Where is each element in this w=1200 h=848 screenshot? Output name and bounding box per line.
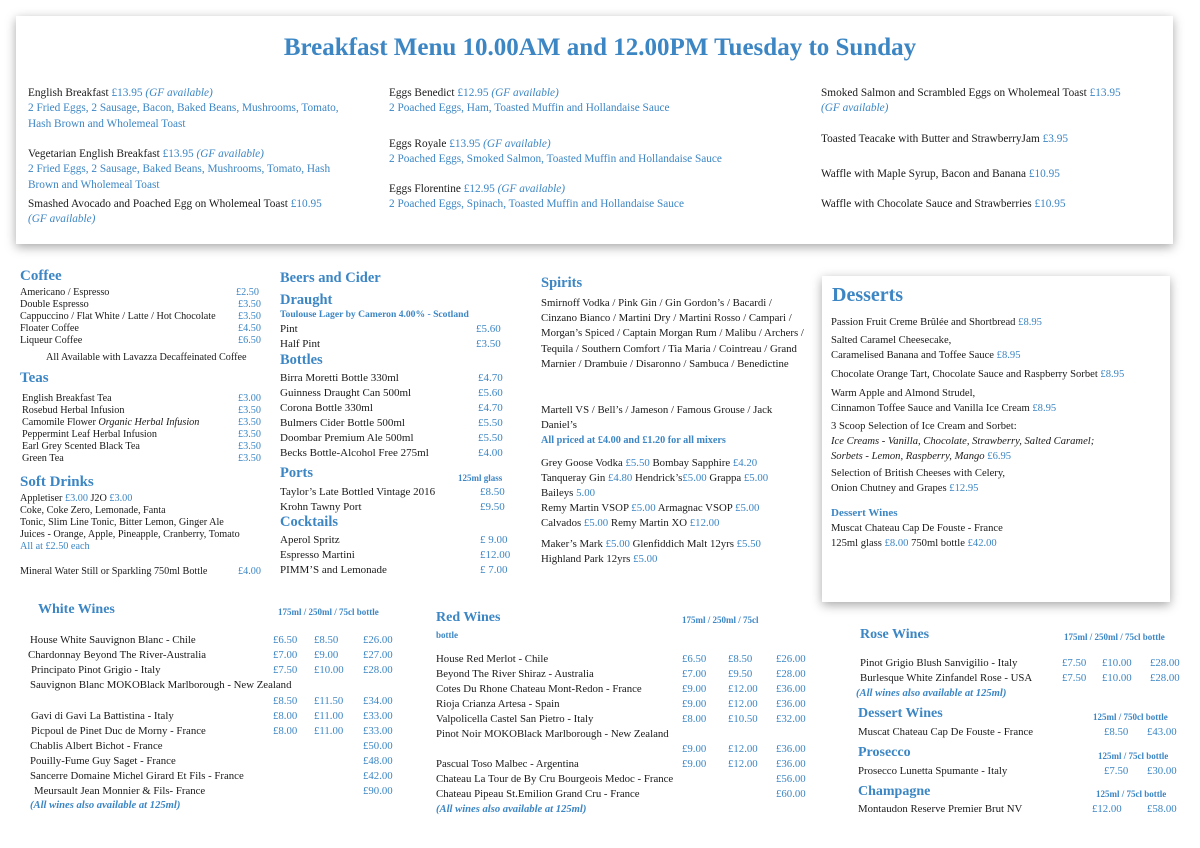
champagne-heading: Champagne bbox=[858, 784, 931, 799]
cheese-selection: Selection of British Cheeses with Celery, Onion Chutney and Grapes £12.95 bbox=[831, 468, 1006, 495]
breakfast-item: Eggs Royale £13.95 (GF available) 2 Poached Eggs, Smoked Salmon, Toasted Muffin and Hollandaise Sauce bbox=[389, 138, 722, 166]
soft-drink-price-note: All at £2.50 each bbox=[20, 541, 90, 552]
wine-price: £48.00 bbox=[363, 755, 393, 767]
ice-cream-selection: 3 Scoop Selection of Ice Cream and Sorbet: Ice Creams - Vanilla, Chocolate, Strawberry, Salted Caramel; Sorbets - Lemon, Raspberry, Mango £6.95 bbox=[831, 421, 1095, 463]
wine-price: £9.00 bbox=[682, 758, 707, 770]
wine-price: £56.00 bbox=[776, 773, 806, 785]
champagne-sizes: 125ml / 75cl bottle bbox=[1096, 789, 1167, 799]
dessert-item: Salted Caramel Cheesecake, Caramelised Banana and Toffee Sauce £8.95 bbox=[831, 335, 1021, 362]
tea-item: Earl Grey Scented Black Tea £3.50 bbox=[22, 441, 261, 452]
coffee-item: Americano / Espresso £2.50 bbox=[20, 287, 259, 298]
spirits-heading: Spirits bbox=[541, 275, 583, 291]
wine-name: Beyond The River Shiraz - Australia bbox=[436, 668, 594, 680]
wine-row bbox=[436, 652, 806, 666]
wine-price: £11.50 bbox=[314, 695, 344, 707]
premium-spirits-line: Remy Martin VSOP £5.00 Armagnac VSOP £5.00 bbox=[541, 502, 760, 514]
draught-subtitle: Toulouse Lager by Cameron 4.00% - Scotland bbox=[280, 309, 469, 320]
wine-name: Pinot Grigio Blush Sanvigilio - Italy bbox=[860, 657, 1018, 669]
soft-drink-line: Tonic, Slim Line Tonic, Bitter Lemon, Ginger Ale bbox=[20, 517, 224, 528]
wine-name: Pinot Noir MOKOBlack Marlborough - New Zealand bbox=[436, 728, 669, 740]
draught-heading: Draught bbox=[280, 292, 333, 308]
cocktail-item: PIMM’S and Lemonade £ 7.00 bbox=[280, 564, 508, 576]
wine-row bbox=[28, 754, 393, 768]
wine-name: Picpoul de Pinet Duc de Morny - France bbox=[31, 725, 206, 737]
coffee-item: Double Espresso £3.50 bbox=[20, 299, 261, 310]
wine-price: £27.00 bbox=[363, 649, 393, 661]
wine-name: Burlesque White Zinfandel Rose - USA bbox=[860, 672, 1033, 684]
wine-row bbox=[28, 663, 393, 677]
breakfast-item: Smoked Salmon and Scrambled Eggs on Wholemeal Toast £13.95 (GF available) bbox=[821, 87, 1121, 115]
red-wines-sizes: 175ml / 250ml / 75cl bbox=[682, 615, 759, 625]
wine-price: £26.00 bbox=[776, 653, 806, 665]
ports-heading: Ports bbox=[280, 465, 314, 481]
wine-row bbox=[436, 727, 669, 741]
wine-name: Sauvignon Blanc MOKOBlack Marlborough - New Zealand bbox=[30, 679, 292, 691]
wine-price: £33.00 bbox=[363, 725, 393, 737]
wine-price: £8.00 bbox=[273, 710, 298, 722]
dessert-wines-subheading: Dessert Wines bbox=[831, 507, 898, 519]
wine-price: £34.00 bbox=[363, 695, 393, 707]
wine-price: £11.00 bbox=[314, 710, 344, 722]
wine-price: £10.00 bbox=[314, 664, 344, 676]
bottle-item: Bulmers Cider Bottle 500ml £5.50 bbox=[280, 417, 503, 429]
cocktail-item: Aperol Spritz £ 9.00 bbox=[280, 534, 508, 546]
breakfast-item: Waffle with Chocolate Sauce and Strawberries £10.95 bbox=[821, 198, 1066, 210]
wine-row bbox=[28, 648, 393, 662]
wine-price: £32.00 bbox=[776, 713, 806, 725]
mineral-water: Mineral Water Still or Sparkling 750ml Bottle £4.00 bbox=[20, 566, 261, 577]
wine-name: Sancerre Domaine Michel Girard Et Fils - France bbox=[30, 770, 244, 782]
red-wines-heading: Red Wines bbox=[436, 610, 501, 625]
wine-price: £10.50 bbox=[728, 713, 758, 725]
wine-name: Meursault Jean Monnier & Fils- France bbox=[34, 785, 206, 797]
premium-spirits-line: Baileys 5.00 bbox=[541, 487, 595, 499]
cocktail-item: Espresso Martini £12.00 bbox=[280, 549, 511, 561]
white-wines-sizes: 175ml / 250ml / 75cl bottle bbox=[278, 607, 379, 617]
premium-spirits-line: Tanqueray Gin £4.80 Hendrick’s£5.00 Grappa £5.00 bbox=[541, 472, 769, 484]
prosecco-sizes: 125ml / 75cl bottle bbox=[1098, 751, 1169, 761]
wine-price: £28.00 bbox=[776, 668, 806, 680]
soft-drinks-heading: Soft Drinks bbox=[20, 474, 94, 490]
draught-item: Pint £5.60 bbox=[280, 323, 501, 335]
wine-row bbox=[28, 709, 393, 723]
wine-price: £12.00 bbox=[728, 683, 758, 695]
wine-price: £10.00 bbox=[1102, 672, 1132, 684]
wine-price: £9.00 bbox=[682, 698, 707, 710]
white-wines-heading: White Wines bbox=[38, 602, 115, 617]
prosecco-heading: Prosecco bbox=[858, 745, 911, 760]
wine-price: £7.00 bbox=[682, 668, 707, 680]
wine-price: £11.00 bbox=[314, 725, 344, 737]
wine-price: £7.50 bbox=[1062, 657, 1087, 669]
wine-price: £42.00 bbox=[363, 770, 393, 782]
wine-row bbox=[28, 678, 291, 692]
breakfast-item: Eggs Florentine £12.95 (GF available) 2 Poached Eggs, Spinach, Toasted Muffin and Hollandaise Sauce bbox=[389, 183, 684, 211]
breakfast-item: Toasted Teacake with Butter and StrawberryJam £3.95 bbox=[821, 133, 1068, 145]
wine-price: £8.50 bbox=[314, 634, 339, 646]
wine-name: Pouilly-Fume Guy Saget - France bbox=[30, 755, 176, 767]
rose-wines-note: (All wines also available at 125ml) bbox=[856, 688, 1007, 699]
wine-price: £36.00 bbox=[776, 758, 806, 770]
tea-item: Green Tea £3.50 bbox=[22, 453, 261, 464]
wine-name: House White Sauvignon Blanc - Chile bbox=[30, 634, 196, 646]
tea-item: Peppermint Leaf Herbal Infusion £3.50 bbox=[22, 429, 261, 440]
tea-item: English Breakfast Tea £3.00 bbox=[22, 393, 261, 404]
rose-wines-heading: Rose Wines bbox=[860, 627, 930, 642]
wine-row bbox=[436, 712, 806, 726]
wine-price: £26.00 bbox=[363, 634, 393, 646]
desserts-heading: Desserts bbox=[832, 284, 904, 306]
tea-item: Camomile Flower Organic Herbal Infusion £3.50 bbox=[22, 417, 261, 428]
spirits-list: Smirnoff Vodka / Pink Gin / Gin Gordon’s / Bacardi / Cinzano Bianco / Martini Dry / Martini Rosso / Campari / Morgan’s Spiced / Captain Morgan Rum / Malibu / Archers / Tequila / Southern Comfort / Tia Maria / Cointreau / Grand Marnier / Drambuie / Disaronno / Sambuca / Benedictine bbox=[541, 297, 804, 370]
coffee-item: Cappuccino / Flat White / Latte / Hot Chocolate £3.50 bbox=[20, 311, 261, 322]
breakfast-item: English Breakfast £13.95 (GF available) 2 Fried Eggs, 2 Sausage, Bacon, Baked Beans, Mushrooms, Tomato, Hash Brown and Wholemeal Toast bbox=[28, 87, 339, 130]
premium-spirits-line: Calvados £5.00 Remy Martin XO £12.00 bbox=[541, 517, 720, 529]
wine-price: £12.00 bbox=[728, 698, 758, 710]
teas-heading: Teas bbox=[20, 370, 49, 386]
wine-name: Cotes Du Rhone Chateau Mont-Redon - France bbox=[436, 683, 642, 695]
bottle-item: Birra Moretti Bottle 330ml £4.70 bbox=[280, 372, 503, 384]
port-item: Krohn Tawny Port £9.50 bbox=[280, 501, 505, 513]
wine-row bbox=[436, 682, 806, 696]
coffee-item: Liqueur Coffee £6.50 bbox=[20, 335, 261, 346]
wine-price: £8.00 bbox=[273, 725, 298, 737]
soft-drink-line: Appletiser £3.00 J2O £3.00 bbox=[20, 493, 133, 504]
bottle-item: Becks Bottle-Alcohol Free 275ml £4.00 bbox=[280, 447, 503, 459]
white-wines-note: (All wines also available at 125ml) bbox=[30, 800, 181, 811]
bottle-item: Doombar Premium Ale 500ml £5.50 bbox=[280, 432, 503, 444]
wine-price: £90.00 bbox=[363, 785, 393, 797]
dessert-wine-item: Muscat Chateau Cap De Fouste - France 125ml glass £8.00 750ml bottle £42.00 bbox=[831, 523, 1003, 550]
wine-name: Rioja Crianza Artesa - Spain bbox=[436, 698, 560, 710]
wine-name: Principato Pinot Grigio - Italy bbox=[31, 664, 161, 676]
cocktails-heading: Cocktails bbox=[280, 514, 338, 530]
champagne-row: Montaudon Reserve Premier Brut NV £12.00 £58.00 bbox=[858, 803, 1177, 815]
red-wines-note: (All wines also available at 125ml) bbox=[436, 804, 587, 815]
wine-name: Gavi di Gavi La Battistina - Italy bbox=[31, 710, 174, 722]
prosecco-row: Prosecco Lunetta Spumante - Italy £7.50 £30.00 bbox=[858, 765, 1177, 777]
wine-row bbox=[28, 633, 393, 647]
wine-price: £7.00 bbox=[273, 649, 298, 661]
wine-price: £6.50 bbox=[273, 634, 298, 646]
soft-drink-line: Coke, Coke Zero, Lemonade, Fanta bbox=[20, 505, 166, 516]
dessert-wine-row: Muscat Chateau Cap De Fouste - France £8.50 £43.00 bbox=[858, 726, 1177, 738]
breakfast-item: Waffle with Maple Syrup, Bacon and Banana £10.95 bbox=[821, 168, 1060, 180]
wine-price: £7.50 bbox=[1062, 672, 1087, 684]
wine-row bbox=[28, 724, 393, 738]
dessert-item: Passion Fruit Creme Brûlée and Shortbread £8.95 bbox=[831, 317, 1042, 328]
premium-spirits-line: Highland Park 12yrs £5.00 bbox=[541, 553, 658, 565]
rose-wines-sizes: 175ml / 250ml / 75cl bottle bbox=[1064, 632, 1165, 642]
breakfast-title: Breakfast Menu 10.00AM and 12.00PM Tuesday to Sunday bbox=[283, 34, 917, 61]
wine-name: Chateau Pipeau St.Emilion Grand Cru - France bbox=[436, 788, 640, 800]
tea-item: Rosebud Herbal Infusion £3.50 bbox=[22, 405, 261, 416]
wine-name: House Red Merlot - Chile bbox=[436, 653, 549, 665]
breakfast-item: Vegetarian English Breakfast £13.95 (GF available) 2 Fried Eggs, 2 Sausage, Baked Beans, Mushrooms, Tomato, Hash Brown and Wholemeal Toast bbox=[28, 148, 331, 191]
spirits-price-note: All priced at £4.00 and £1.20 for all mixers bbox=[541, 435, 726, 446]
wine-row bbox=[436, 697, 806, 711]
soft-drink-line: Juices - Orange, Apple, Pineapple, Cranberry, Tomato bbox=[20, 529, 240, 540]
wine-price: £7.50 bbox=[273, 664, 298, 676]
wine-price: £6.50 bbox=[682, 653, 707, 665]
premium-spirits-line: Maker’s Mark £5.00 Glenfiddich Malt 12yrs £5.50 bbox=[541, 538, 761, 550]
wine-row bbox=[860, 671, 1180, 685]
dessert-wines-heading: Dessert Wines bbox=[858, 706, 943, 721]
coffee-heading: Coffee bbox=[20, 268, 62, 284]
port-item: Taylor’s Late Bottled Vintage 2016 £8.50 bbox=[280, 486, 505, 498]
wine-row bbox=[28, 769, 393, 783]
wine-row bbox=[28, 739, 393, 753]
premium-spirits-line: Grey Goose Vodka £5.50 Bombay Sapphire £4.20 bbox=[541, 457, 758, 469]
wine-row bbox=[860, 656, 1180, 670]
wine-price: £60.00 bbox=[776, 788, 806, 800]
wine-price: £9.00 bbox=[682, 743, 707, 755]
wine-price: £8.00 bbox=[682, 713, 707, 725]
wine-price: £28.00 bbox=[363, 664, 393, 676]
wine-price: £36.00 bbox=[776, 698, 806, 710]
wine-price: £50.00 bbox=[363, 740, 393, 752]
wine-price: £8.50 bbox=[273, 695, 298, 707]
wine-name: Chateau La Tour de By Cru Bourgeois Medoc - France bbox=[436, 773, 674, 785]
wine-price: £28.00 bbox=[1150, 672, 1180, 684]
wine-name: Chardonnay Beyond The River-Australia bbox=[28, 649, 206, 661]
wine-price: £28.00 bbox=[1150, 657, 1180, 669]
dessert-item: Chocolate Orange Tart, Chocolate Sauce and Raspberry Sorbet £8.95 bbox=[831, 369, 1125, 380]
wine-price: £12.00 bbox=[728, 758, 758, 770]
coffee-note: All Available with Lavazza Decaffeinated Coffee bbox=[46, 352, 247, 363]
wine-row bbox=[28, 784, 393, 798]
wine-price: £36.00 bbox=[776, 743, 806, 755]
bottle-item: Guinness Draught Can 500ml £5.60 bbox=[280, 387, 503, 399]
wine-price: £9.00 bbox=[682, 683, 707, 695]
beers-heading: Beers and Cider bbox=[280, 270, 381, 286]
dessert-wines-sizes: 125ml / 750cl bottle bbox=[1093, 712, 1168, 722]
ports-size-label: 125ml glass bbox=[458, 473, 503, 483]
wine-price: £36.00 bbox=[776, 683, 806, 695]
bottle-item: Corona Bottle 330ml £4.70 bbox=[280, 402, 503, 414]
wine-row bbox=[436, 772, 806, 786]
red-wines-sizes-bottle: bottle bbox=[436, 630, 458, 640]
wine-name: Pascual Toso Malbec - Argentina bbox=[436, 758, 579, 770]
wine-price: £9.50 bbox=[728, 668, 753, 680]
wine-price: £33.00 bbox=[363, 710, 393, 722]
dessert-item: Warm Apple and Almond Strudel, Cinnamon Toffee Sauce and Vanilla Ice Cream £8.95 bbox=[831, 388, 1057, 415]
wine-row bbox=[436, 787, 806, 801]
draught-item: Half Pint £3.50 bbox=[280, 338, 501, 350]
breakfast-item: Smashed Avocado and Poached Egg on Wholemeal Toast £10.95 (GF available) bbox=[28, 198, 322, 226]
wine-price: £8.50 bbox=[728, 653, 753, 665]
wine-name: Chablis Albert Bichot - France bbox=[30, 740, 163, 752]
breakfast-item: Eggs Benedict £12.95 (GF available) 2 Poached Eggs, Ham, Toasted Muffin and Hollandaise Sauce bbox=[389, 87, 670, 115]
wine-price: £12.00 bbox=[728, 743, 758, 755]
wine-row bbox=[436, 667, 806, 681]
wine-price: £10.00 bbox=[1102, 657, 1132, 669]
bottles-heading: Bottles bbox=[280, 352, 323, 368]
wine-name: Valpolicella Castel San Pietro - Italy bbox=[436, 713, 594, 725]
wine-row bbox=[436, 757, 806, 771]
spirits-list: Martell VS / Bell’s / Jameson / Famous Grouse / Jack Daniel’s bbox=[541, 404, 773, 432]
coffee-item: Floater Coffee £4.50 bbox=[20, 323, 261, 334]
wine-price: £9.00 bbox=[314, 649, 339, 661]
